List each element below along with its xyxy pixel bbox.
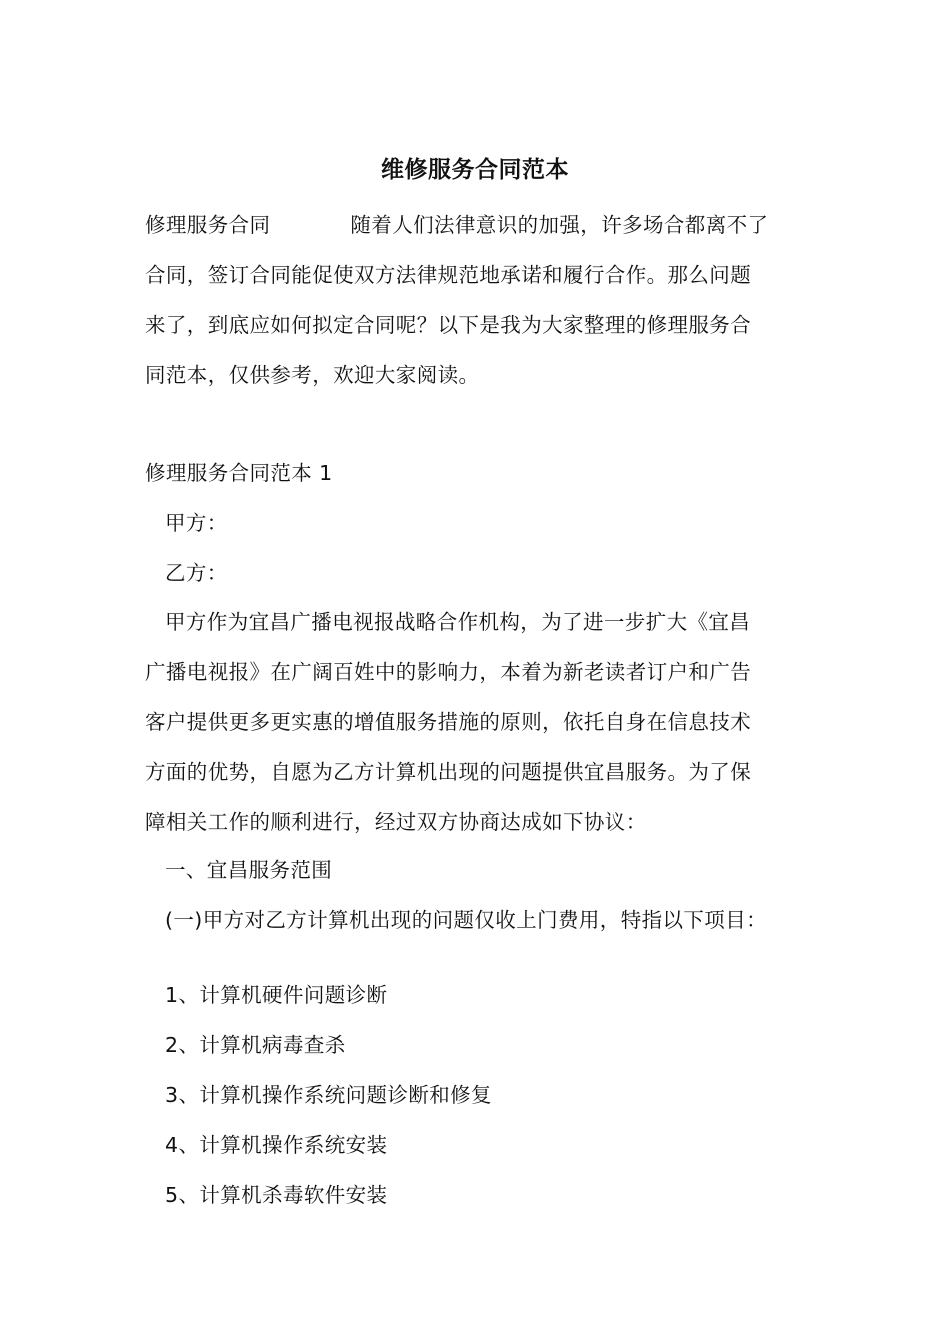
intro-first-line — [145, 200, 810, 250]
party-a-label: 甲方： — [165, 511, 228, 535]
intro-lead: 修理服务合同 — [145, 213, 271, 237]
intro-paragraph — [145, 200, 810, 400]
intro-line: 随着人们法律意识的加强，许多场合都离不了 — [350, 213, 769, 237]
body-line: 广播电视报》在广阔百姓中的影响力，本着为新老读者订户和广告 — [145, 660, 752, 684]
body-line: 方面的优势，自愿为乙方计算机出现的问题提供宜昌服务。为了保 — [145, 760, 752, 784]
subclause-text: (一)甲方对乙方计算机出现的问题仅收上门费用，特指以下项目： — [165, 908, 767, 932]
body-line: 客户提供更多更实惠的增值服务措施的原则，依托自身在信息技术 — [145, 710, 752, 734]
contract-header — [145, 448, 810, 598]
list-item: 1、计算机硬件问题诊断 — [165, 983, 388, 1007]
section-heading: 修理服务合同范本 1 — [145, 461, 333, 485]
body-paragraph — [145, 597, 810, 847]
service-items-list — [145, 970, 810, 1220]
list-item: 5、计算机杀毒软件安装 — [165, 1183, 388, 1207]
list-item: 3、计算机操作系统问题诊断和修复 — [165, 1083, 492, 1107]
list-item: 4、计算机操作系统安装 — [165, 1133, 388, 1157]
body-line: 甲方作为宜昌广播电视报战略合作机构，为了进一步扩大《宜昌 — [165, 610, 751, 634]
list-item: 2、计算机病毒查杀 — [165, 1033, 346, 1057]
intro-line: 来了，到底应如何拟定合同呢？以下是我为大家整理的修理服务合 — [145, 313, 752, 337]
clause-heading: 一、宜昌服务范围 — [165, 858, 333, 882]
party-b-label: 乙方： — [165, 561, 228, 585]
document-title: 维修服务合同范本 — [381, 157, 569, 183]
clause-section — [145, 845, 810, 945]
intro-line: 合同，签订合同能促使双方法律规范地承诺和履行合作。那么问题 — [145, 263, 752, 287]
body-line: 障相关工作的顺利进行，经过双方协商达成如下协议： — [145, 810, 647, 834]
intro-line: 同范本，仅供参考，欢迎大家阅读。 — [145, 363, 480, 387]
